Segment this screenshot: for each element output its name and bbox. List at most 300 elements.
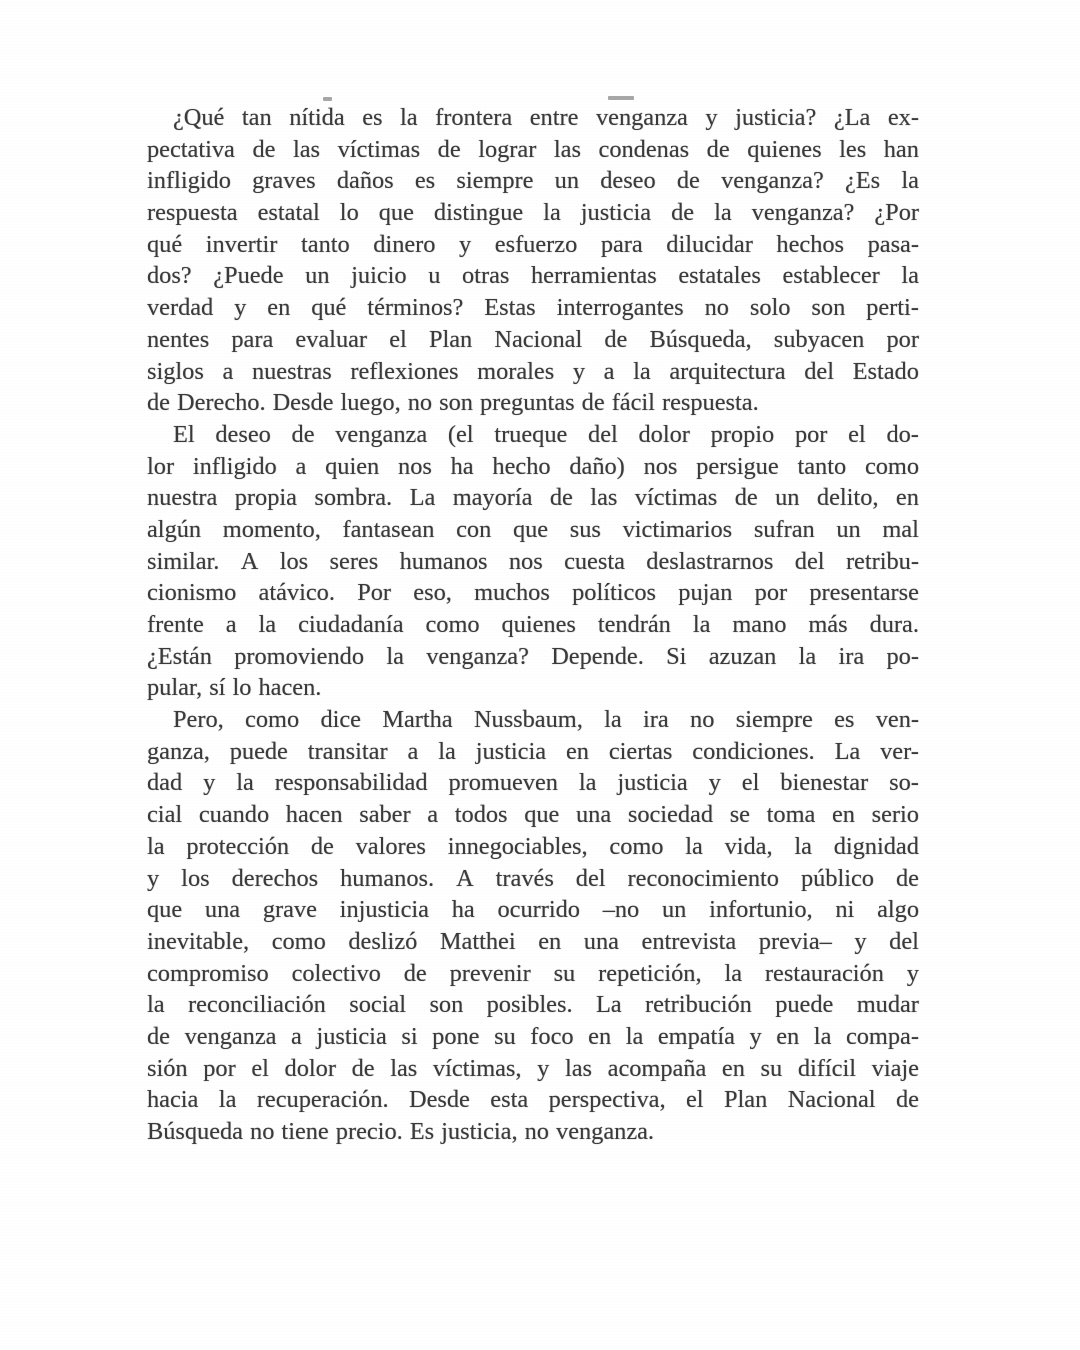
word: un	[662, 896, 687, 924]
word: compromiso	[147, 959, 269, 987]
word: perspectiva,	[548, 1086, 666, 1114]
text-line	[147, 516, 919, 548]
word: condiciones.	[692, 737, 815, 765]
word: y	[749, 1022, 762, 1050]
word: nuestra	[147, 484, 218, 512]
word: La	[595, 991, 622, 1019]
word: venganza	[335, 420, 428, 448]
word: hacia	[147, 1086, 199, 1114]
text-line	[147, 231, 919, 263]
text-line	[147, 389, 919, 421]
word: frente	[147, 611, 204, 638]
word: el	[848, 420, 866, 448]
word: dolor	[284, 1054, 336, 1082]
word: propio	[710, 420, 775, 448]
word: injusticia	[339, 896, 429, 924]
word: pectativa	[147, 135, 235, 163]
word: la	[218, 1086, 237, 1114]
word: de	[351, 1054, 375, 1082]
word: innegociables,	[447, 832, 588, 860]
word: entre	[529, 104, 579, 131]
word: –no	[602, 896, 640, 924]
word: puede	[229, 737, 288, 765]
word: ni	[835, 896, 855, 924]
word: azuzan	[708, 642, 777, 670]
text-line	[147, 1086, 919, 1118]
text-line	[147, 358, 919, 390]
word: de	[403, 959, 427, 987]
word: dolor	[638, 420, 690, 448]
word: con	[456, 515, 492, 543]
word: Plan	[428, 325, 473, 353]
scan-artifact-mark	[323, 97, 332, 101]
word: valores	[355, 832, 426, 860]
text-line	[147, 896, 919, 928]
word: la	[438, 737, 456, 765]
word: en	[831, 801, 855, 829]
word: ciudadanía	[298, 611, 404, 638]
word: ganza,	[147, 737, 210, 765]
word: son	[811, 294, 846, 322]
word: nos	[398, 452, 432, 480]
word: saber	[359, 801, 411, 829]
word: y	[203, 769, 216, 797]
word: el	[389, 325, 407, 353]
word: preguntas	[479, 389, 575, 417]
word: deseo	[215, 420, 271, 448]
word: de	[147, 1022, 170, 1050]
word: u	[428, 262, 441, 290]
word: a	[295, 452, 307, 480]
text-line	[147, 960, 919, 992]
word: interrogantes	[556, 294, 684, 322]
word: la	[604, 706, 622, 734]
word: y	[705, 104, 718, 131]
text-line	[147, 548, 919, 580]
word: un	[775, 484, 800, 512]
word: venganza?	[721, 167, 824, 195]
word: por	[886, 325, 919, 353]
body-paragraph	[147, 706, 919, 1150]
word: las	[390, 1054, 418, 1082]
word: la	[794, 832, 812, 860]
word: nos	[643, 452, 678, 480]
word: precio.	[335, 1118, 403, 1145]
word: como	[271, 927, 326, 955]
word: tan	[241, 104, 272, 131]
text-line	[147, 453, 919, 485]
word: estatal	[257, 199, 320, 227]
word: es	[834, 706, 855, 734]
word: de	[581, 389, 605, 417]
word: no	[690, 706, 715, 734]
text-line	[147, 262, 919, 294]
word: La	[834, 737, 861, 765]
word: no	[524, 1118, 549, 1145]
word: una	[576, 801, 612, 829]
text-line	[147, 674, 919, 706]
word: en	[565, 737, 589, 765]
word: de	[147, 389, 170, 417]
word: de	[734, 484, 758, 512]
word: su	[494, 1022, 516, 1050]
word: deslastrarnos	[646, 547, 774, 575]
text-line	[147, 199, 919, 231]
word: Matthei	[439, 927, 516, 955]
word: toma	[766, 801, 816, 829]
text-line	[147, 611, 919, 643]
word: ha	[451, 896, 475, 924]
scan-artifacts-layer	[0, 0, 1080, 104]
word: delito,	[816, 484, 879, 512]
word: retribu-	[845, 547, 919, 575]
word: tanto	[797, 452, 847, 480]
word: como	[245, 706, 300, 734]
word: hechos	[776, 230, 845, 258]
word: momento,	[222, 515, 321, 543]
word: la	[236, 769, 254, 797]
word: la	[258, 611, 277, 638]
word: que	[524, 801, 560, 829]
word: reconocimiento	[627, 864, 779, 892]
word: daño)	[569, 452, 625, 480]
word: Búsqueda,	[649, 325, 752, 353]
text-line	[147, 706, 919, 738]
word: a	[427, 801, 439, 829]
word: deseo	[600, 167, 656, 195]
word: infligido	[147, 167, 231, 195]
word: atávico.	[258, 579, 335, 607]
word: víctimas	[634, 484, 718, 512]
word: esta	[490, 1086, 529, 1114]
text-line	[147, 1023, 919, 1055]
word: sus	[569, 515, 601, 543]
word: infortunio,	[709, 896, 813, 924]
word: para	[231, 325, 274, 353]
word: Depende.	[551, 642, 644, 670]
word: protección	[186, 832, 290, 860]
word: ciertas	[608, 737, 673, 765]
word: tiene	[281, 1118, 329, 1145]
word: en	[588, 1022, 612, 1050]
word: en	[776, 1022, 800, 1050]
text-line	[147, 484, 919, 516]
word: que	[147, 896, 183, 924]
word: herramientas	[530, 262, 657, 290]
body-text-block	[147, 104, 919, 1150]
word: grave	[262, 896, 317, 924]
word: dignidad	[833, 832, 919, 860]
word: como	[425, 611, 480, 638]
word: los	[181, 864, 210, 892]
word: El	[173, 420, 195, 448]
word: son	[429, 991, 464, 1019]
word: por	[794, 420, 828, 448]
word: de	[671, 199, 695, 227]
text-line	[147, 1055, 919, 1087]
word: lor	[147, 452, 175, 480]
word: las	[292, 135, 321, 163]
word: sociedad	[627, 801, 714, 829]
word: todos	[454, 801, 508, 829]
word: Derecho.	[177, 389, 266, 417]
word: nentes	[147, 325, 210, 353]
word: cionismo	[147, 579, 237, 607]
word: ¿Por	[874, 199, 919, 227]
word: un	[305, 262, 330, 290]
text-line	[147, 643, 919, 675]
word: luego,	[340, 389, 401, 417]
word: Estas	[484, 294, 536, 322]
word: do-	[886, 420, 919, 448]
word: dura.	[869, 611, 919, 638]
word: quienes	[747, 135, 822, 163]
word: justicia?	[735, 104, 817, 131]
word: en	[895, 484, 919, 512]
word: y	[147, 864, 160, 892]
word: entrevista	[641, 927, 737, 955]
word: ocurrido	[497, 896, 580, 924]
word: Búsqueda	[147, 1118, 243, 1145]
word: qué	[147, 230, 183, 258]
word: y	[537, 1054, 550, 1082]
word: no	[704, 294, 729, 322]
word: si	[401, 1022, 418, 1050]
word: mal	[882, 515, 919, 543]
text-line	[147, 769, 919, 801]
word: las	[553, 135, 581, 163]
word: venganza?	[751, 199, 855, 227]
text-line	[147, 865, 919, 897]
word: lograr	[478, 135, 537, 163]
word: los	[279, 547, 309, 575]
word: de	[310, 832, 334, 860]
word: ¿Es	[844, 167, 881, 195]
word: de	[706, 135, 730, 163]
word: políticos	[572, 579, 656, 607]
word: las	[564, 1054, 592, 1082]
word: siglos	[147, 357, 204, 385]
word: Desde	[409, 1086, 470, 1114]
word: que	[378, 199, 414, 227]
word: vida,	[724, 832, 773, 860]
word: cuando	[198, 801, 270, 829]
text-line	[147, 104, 919, 136]
word: justicia	[617, 769, 688, 797]
word: pular,	[147, 674, 203, 702]
word: la	[633, 357, 651, 385]
word: pasa-	[867, 230, 919, 258]
text-line	[147, 833, 919, 865]
word: que	[512, 515, 549, 543]
word: ira	[838, 642, 865, 670]
word: trueque	[494, 420, 568, 448]
word: ven-	[875, 706, 919, 734]
text-line	[147, 928, 919, 960]
word: el	[251, 1054, 269, 1082]
word: la	[147, 832, 165, 860]
word: nuestras	[251, 357, 332, 385]
word: más	[808, 611, 848, 638]
text-line	[147, 421, 919, 453]
word: inevitable,	[147, 927, 250, 955]
word: qué	[311, 294, 347, 322]
body-paragraph	[147, 104, 919, 421]
word: venganza	[595, 104, 688, 131]
word: dilucidar	[666, 230, 753, 258]
word: han	[883, 135, 919, 163]
word: en	[267, 294, 291, 322]
word: del	[804, 357, 834, 385]
word: la	[625, 1022, 644, 1050]
word: no	[250, 1118, 275, 1145]
word: y	[854, 927, 867, 955]
word: de	[437, 135, 461, 163]
word: Es	[409, 1118, 435, 1145]
word: promueven	[448, 769, 558, 797]
word: similar.	[147, 547, 220, 575]
word: mudar	[856, 991, 919, 1019]
word: son	[439, 389, 473, 417]
word: respuesta.	[662, 389, 759, 417]
word: venganza?	[426, 642, 529, 670]
word: po-	[886, 642, 919, 670]
word: en	[538, 927, 562, 955]
word: cuesta	[564, 547, 625, 575]
word: la	[901, 167, 919, 195]
word: Nacional	[494, 325, 583, 353]
word: la	[724, 959, 743, 987]
word: so-	[889, 769, 919, 797]
word: morales	[477, 357, 555, 385]
word: de	[549, 484, 573, 512]
word: A	[456, 864, 474, 892]
word: hacen.	[258, 674, 322, 702]
word: mano	[732, 611, 787, 638]
word: acompaña	[607, 1054, 707, 1082]
word: de	[604, 325, 628, 353]
word: un	[554, 167, 579, 195]
word: hecho	[492, 452, 551, 480]
word: estatales	[678, 262, 761, 290]
word: dinero	[373, 230, 436, 258]
word: algún	[147, 515, 202, 543]
word: juicio	[351, 262, 407, 290]
word: siempre	[456, 167, 534, 195]
word: nítida	[289, 104, 345, 131]
word: del	[575, 864, 606, 892]
word: la	[578, 769, 597, 797]
word: reflexiones	[350, 357, 459, 385]
word: en	[721, 1054, 745, 1082]
word: de	[895, 864, 919, 892]
word: viaje	[871, 1054, 919, 1082]
word: reconciliación	[187, 991, 326, 1019]
word: se	[729, 801, 750, 829]
word: justicia	[316, 1022, 387, 1050]
word: ha	[450, 452, 474, 480]
word: bienestar	[780, 769, 869, 797]
word: y	[572, 357, 586, 385]
word: A	[240, 547, 259, 575]
word: eso,	[413, 579, 452, 607]
word: su	[553, 959, 576, 987]
word: ¿Qué	[173, 104, 225, 131]
text-line	[147, 991, 919, 1023]
word: esfuerzo	[494, 230, 578, 258]
text-line	[147, 579, 919, 611]
word: Si	[666, 642, 687, 670]
word: colectivo	[291, 959, 381, 987]
word: evaluar	[295, 325, 368, 353]
word: lo	[232, 674, 252, 702]
word: presentarse	[809, 579, 919, 607]
word: a	[225, 611, 237, 638]
word: lo	[339, 199, 359, 227]
word: y	[906, 959, 919, 987]
word: humanos.	[340, 864, 435, 892]
word: a	[291, 1022, 302, 1050]
word: Por	[357, 579, 392, 607]
word: las	[590, 484, 618, 512]
word: otras	[462, 262, 510, 290]
word: Plan	[724, 1086, 768, 1114]
word: recuperación.	[256, 1086, 389, 1114]
word: del	[588, 420, 618, 448]
word: es	[362, 104, 383, 131]
word: La	[409, 484, 436, 512]
word: cial	[147, 801, 183, 829]
word: y	[234, 294, 247, 322]
word: sión	[147, 1054, 188, 1082]
word: de	[896, 1086, 919, 1114]
text-line	[147, 294, 919, 326]
word: el	[685, 1086, 704, 1114]
word: justicia	[475, 737, 547, 765]
word: daños	[336, 167, 394, 195]
word: fácil	[611, 389, 655, 417]
body-paragraph	[147, 421, 919, 706]
word: justicia,	[441, 1118, 518, 1145]
word: repetición,	[598, 959, 702, 987]
word: por	[754, 579, 788, 607]
word: retribución	[645, 991, 752, 1019]
word: seres	[329, 547, 379, 575]
word: ex-	[887, 104, 919, 131]
word: dad	[147, 769, 183, 797]
word: Pero,	[173, 706, 224, 734]
word: la	[685, 832, 703, 860]
text-line	[147, 738, 919, 770]
word: de	[291, 420, 315, 448]
word: graves	[252, 167, 316, 195]
word: transitar	[307, 737, 388, 765]
word: la	[813, 1022, 832, 1050]
word: pujan	[678, 579, 733, 607]
word: ¿Puede	[213, 262, 284, 290]
word: su	[760, 1054, 783, 1082]
word: muchos	[474, 579, 550, 607]
scan-artifact-mark	[608, 96, 634, 100]
word: víctimas	[337, 135, 421, 163]
word: victimarios	[622, 515, 733, 543]
word: Estado	[852, 357, 919, 385]
word: una	[204, 896, 241, 924]
word: venganza	[184, 1022, 277, 1050]
word: foco	[530, 1022, 574, 1050]
word: restauración	[764, 959, 884, 987]
word: la	[798, 642, 817, 670]
